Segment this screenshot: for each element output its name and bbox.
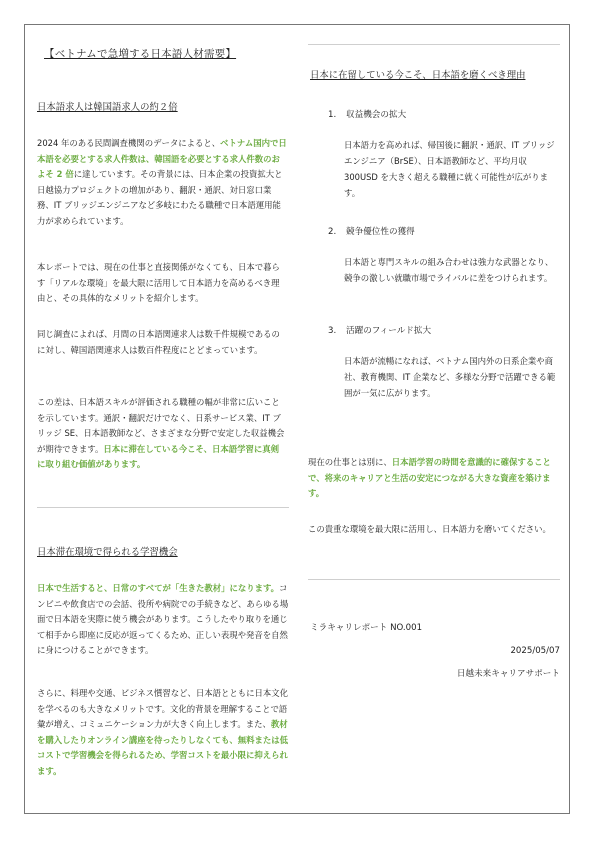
reason-1-title xyxy=(328,108,406,120)
section-title-learning-opportunity: 日本滞在環境で得られる学習機会 xyxy=(37,547,178,558)
reason-3-number: 3. xyxy=(328,326,337,336)
reason-2-body: 日本語と専門スキルの組み合わせは強力な武器となり、競争の激しい就職市場でライバルに差をつけられます。 xyxy=(344,257,554,283)
report-name: ミラキャリレポート NO.001 xyxy=(310,623,423,633)
paragraph-closing-call: この貴重な環境を最大限に活用し、日本語力を磨いてください。 xyxy=(308,524,551,534)
highlighted-text: 日本で生活すると、日常のすべてが「生きた教材」になります。 xyxy=(37,583,280,593)
reason-2-title xyxy=(328,225,415,237)
section-title-job-demand: 日本語求人は韓国語求人の約２倍 xyxy=(37,102,178,113)
paragraph-closing-asset xyxy=(308,455,560,502)
reason-2-label: 競争優位性の獲得 xyxy=(346,227,415,237)
divider-right-bottom xyxy=(308,579,560,580)
paragraph-living-material xyxy=(37,581,289,659)
reason-3-body: 日本語が流暢になれば、ベトナム国内外の日系企業や商社、教育機関、IT 企業など、多様な分野で活躍できる範囲が一気に広がります。 xyxy=(344,356,556,398)
report-date: 2025/05/07 xyxy=(510,646,560,656)
organization-name: 日越未来キャリアサポート xyxy=(456,669,560,679)
divider-right-top xyxy=(308,44,560,45)
page-title: 【ベトナムで急増する日本語人材需要】 xyxy=(44,48,237,60)
highlighted-text: 教材を購入したりオンライン講座を待ったりしなくても、無料または低コストで学習機会を得られるため、学習コストを最小限に抑えられます。 xyxy=(37,719,288,776)
paragraph-culture-cost xyxy=(37,686,289,779)
text-segment: コンビニや飲食店での会話、役所や病院での手続きなど、あらゆる場面で日本語を実際に使う機会があります。こうしたやり取りを通じて相手から即座に反応が返ってくるため、正しい表現や発音を自然に身につけることができます。 xyxy=(37,583,289,655)
text-segment: 現在の仕事とは別に、 xyxy=(308,457,392,467)
reason-1-number: 1. xyxy=(328,110,337,120)
divider-left xyxy=(37,507,289,508)
reason-1-label: 収益機会の拡大 xyxy=(346,110,407,120)
highlighted-text: 日本語学習の時間を意識的に確保することで、将来のキャリアと生活の安定につながる大きな資産を築けます。 xyxy=(308,457,551,498)
text-segment: さらに、料理や交通、ビジネス慣習など、日本語とともに日本文化を学べるのも大きなメリットです。文化的背景を理解することで語彙が増え、コミュニケーション力が大きく向上します。また、 xyxy=(37,688,288,729)
section-title-reasons: 日本に在留している今こそ、日本語を磨くべき理由 xyxy=(310,70,526,81)
paragraph-survey xyxy=(37,136,287,229)
text-segment: この差は、日本語スキルが評価される職種の幅が非常に広いことを示しています。通訳・翻訳だけでなく、日系サービス業、IT ブリッジ SE、日本語教師など、さまざまな分野で安定した収益機会が期待できます。 xyxy=(37,397,285,454)
reason-1-body: 日本語力を高めれば、帰国後に翻訳・通訳、IT ブリッジエンジニア（BrSE）、日本語教師など、平均月収 300USD を大きく超える職種に就く可能性が広がります。 xyxy=(344,140,555,198)
text-segment: に達しています。その背景には、日本企業の投資拡大と日越協力プロジェクトの増加があり、翻訳・通訳、対日窓口業務、IT ブリッジエンジニアなど多岐にわたる職種で日本語運用能力が求められています。 xyxy=(37,169,283,226)
paragraph-report-purpose: 本レポートでは、現在の仕事と直接関係がなくても、日本で暮らす「リアルな環境」を最大限に活用して日本語力を高めるべき理由と、その具体的なメリットを紹介します。 xyxy=(37,262,280,303)
paragraph-skill-range xyxy=(37,395,287,473)
highlighted-text: 日本に滞在している今こそ、日本語学習に真剣に取り組む価値があります。 xyxy=(37,443,280,469)
text-segment: 2024 年のある民間調査機関のデータによると、 xyxy=(37,138,221,148)
reason-2-number: 2. xyxy=(328,227,337,237)
highlighted-text: ベトナム国内で日本語を必要とする求人件数は、韓国語を必要とする求人件数のおよそ 2 倍 xyxy=(37,138,287,179)
reason-3-title xyxy=(328,324,431,336)
reason-3-label: 活躍のフィールド拡大 xyxy=(346,326,432,336)
paragraph-job-count: 同じ調査によれば、月間の日本語関連求人は数千件規模であるのに対し、韓国語関連求人は数百件程度にとどまっています。 xyxy=(37,329,280,355)
